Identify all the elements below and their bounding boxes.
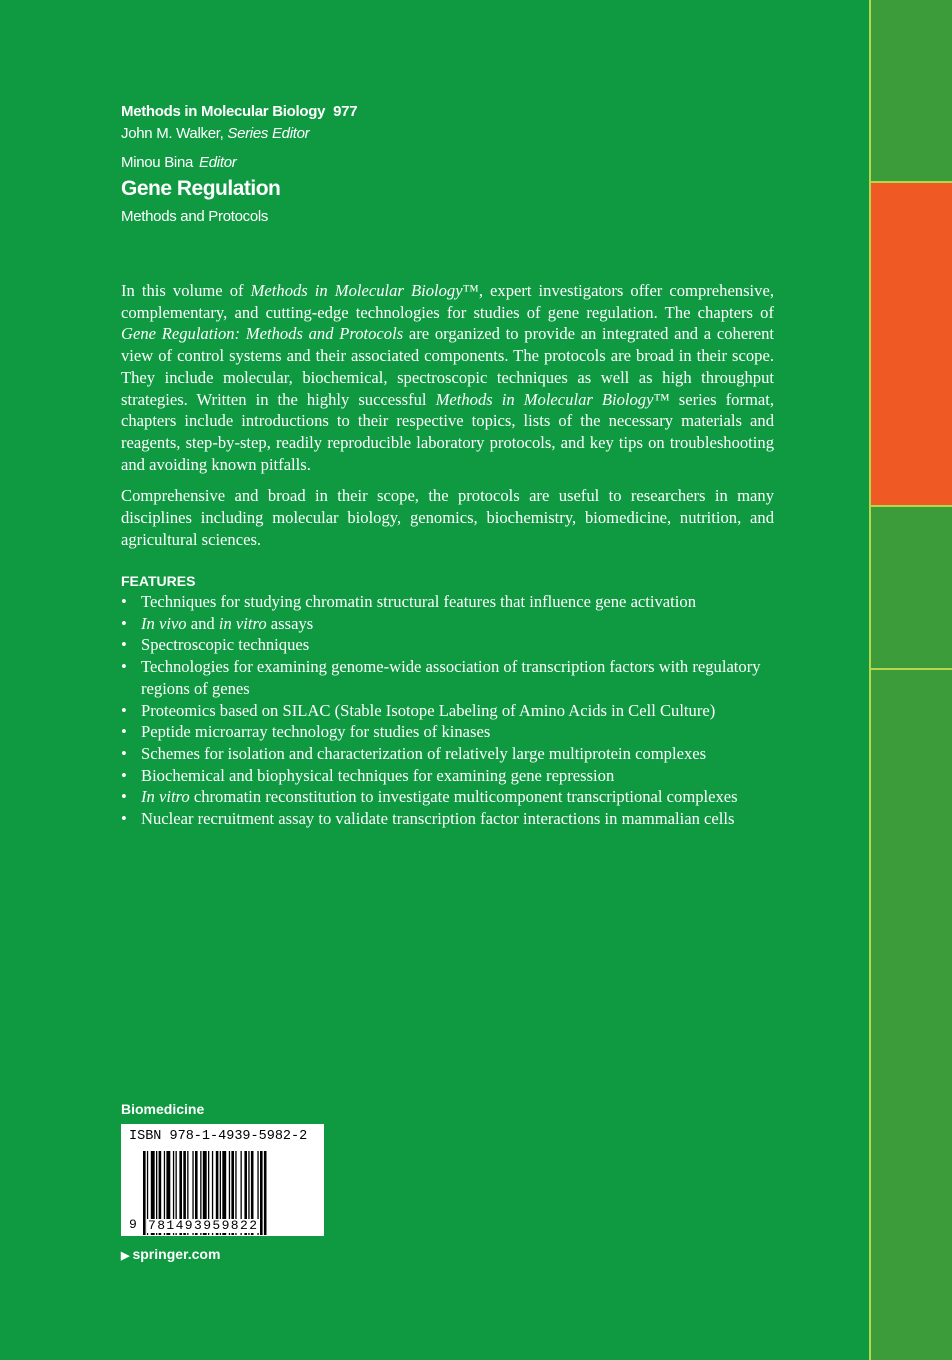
desc-series-italic: Methods in Molecular Biology — [250, 281, 463, 300]
editor-name: Minou Bina — [121, 154, 194, 171]
book-title: Gene Regulation — [121, 177, 281, 200]
barcode-lead-digit: 9 — [129, 1217, 137, 1232]
desc-text: In this volume of — [121, 281, 251, 300]
publisher-website[interactable] — [121, 1246, 324, 1262]
feature-text: Schemes for isolation and characterization of relatively large multiprotein complexes — [141, 743, 707, 763]
bullet-icon: • — [121, 743, 127, 763]
feature-text: Proteomics based on SILAC (Stable Isotope Labeling of Amino Acids in Cell Culture) — [141, 700, 716, 720]
feature-text: Biochemical and biophysical techniques for examining gene repression — [141, 765, 615, 785]
isbn-text: ISBN 978-1-4939-5982-2 — [129, 1129, 308, 1144]
subject-category: Biomedicine — [121, 1101, 205, 1117]
bullet-icon: • — [121, 613, 127, 633]
series-editor-line — [121, 123, 771, 144]
list-item — [121, 591, 774, 613]
spine-divider-middle — [871, 505, 952, 507]
list-item — [121, 613, 774, 635]
website-label: springer.com — [132, 1246, 221, 1262]
bullet-icon: • — [121, 657, 127, 677]
desc-text: ™, expert investigators offer comprehensive, complementary, and cutting-edge technologies for studies of gene regulation. The chapters of — [121, 281, 774, 322]
editor-line — [121, 153, 771, 173]
list-item — [121, 656, 774, 699]
bullet-icon: • — [121, 809, 127, 829]
list-item — [121, 743, 774, 765]
bullet-icon: • — [121, 635, 127, 655]
feature-italic: In vitro — [141, 787, 190, 807]
barcode-digits: 781493959822 — [148, 1218, 259, 1233]
barcode-bar — [264, 1151, 267, 1235]
feature-italic: In vivo — [141, 613, 187, 633]
spine-divider-bottom — [871, 668, 952, 670]
feature-text: Techniques for studying chromatin structural features that influence gene activation — [141, 592, 696, 611]
bullet-icon: • — [121, 765, 127, 785]
desc-text: are organized to provide an integrated and a coherent view of control systems and their associated components. The protocols are broad in their scope. They include molecular, biochemical, spectroscopic techniques as well as high throughput strategies. Written in the highly successful — [121, 324, 774, 409]
bullet-icon: • — [121, 700, 127, 720]
list-item — [121, 808, 774, 830]
series-line — [121, 101, 771, 123]
feature-text: Technologies for examining genome-wide association of transcription factors with regulatory regions of genes — [141, 657, 761, 698]
list-item — [121, 721, 774, 743]
list-item — [121, 634, 774, 656]
book-description — [121, 280, 774, 560]
feature-text: assays — [266, 613, 314, 633]
feature-text: chromatin reconstitution to investigate multicomponent transcriptional complexes — [189, 787, 738, 807]
feature-text: Spectroscopic techniques — [141, 635, 310, 655]
barcode-bar — [260, 1151, 263, 1235]
spine-orange-band — [871, 183, 952, 505]
cover-footer — [121, 1100, 324, 1262]
description-paragraph-2: Comprehensive and broad in their scope, the protocols are useful to researchers in many disciplines including molecular biology, genomics, biochemistry, biomedicine, nutrition, and agricultural sciences. — [121, 486, 774, 549]
series-number: 977 — [333, 103, 358, 120]
series-name: Methods in Molecular Biology — [121, 103, 326, 120]
features-list — [121, 591, 774, 830]
list-item — [121, 700, 774, 722]
isbn-barcode — [121, 1124, 324, 1236]
book-subtitle: Methods and Protocols — [121, 208, 269, 225]
desc-series-italic: Methods in Molecular Biology — [435, 389, 654, 409]
list-item — [121, 786, 774, 808]
features-section — [121, 571, 774, 830]
play-arrow-icon: ▶ — [121, 1250, 130, 1262]
editor-role: Editor — [199, 154, 237, 171]
barcode-bar — [143, 1151, 146, 1235]
book-spine — [869, 0, 952, 1360]
cover-header — [121, 101, 771, 228]
feature-text: and — [186, 613, 219, 633]
description-paragraph-1 — [121, 280, 774, 475]
feature-text: Peptide microarray technology for studies of kinases — [141, 722, 491, 742]
series-editor-name: John M. Walker, — [121, 125, 224, 142]
bullet-icon: • — [121, 722, 127, 742]
desc-title-italic: Gene Regulation: Methods and Protocols — [121, 324, 404, 344]
bullet-icon: • — [121, 592, 127, 611]
bullet-icon: • — [121, 787, 127, 807]
series-editor-role: Series Editor — [227, 125, 310, 142]
feature-text: Nuclear recruitment assay to validate transcription factor interactions in mammalian cells — [141, 809, 735, 829]
list-item — [121, 765, 774, 787]
barcode-row — [129, 1151, 316, 1235]
feature-italic: in vitro — [218, 613, 267, 633]
features-heading: FEATURES — [121, 573, 196, 589]
desc-text: ™ series format, chapters include introductions to their respective topics, lists of the necessary materials and reagents, step-by-step, readily reproducible laboratory protocols, and key tips on troubleshooting and avoiding known pitfalls. — [121, 389, 774, 474]
barcode-bars — [141, 1151, 313, 1235]
